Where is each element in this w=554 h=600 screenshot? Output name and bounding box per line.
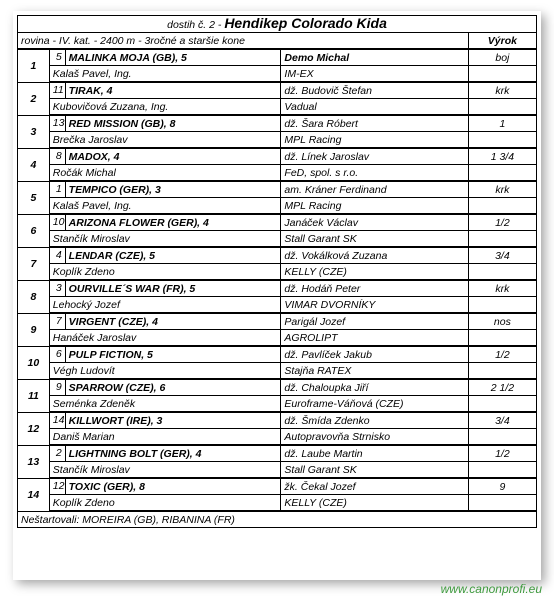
margin-blank-cell [468,363,536,380]
margin-value: nos [468,313,536,330]
jockey-name: dž. Laube Martin [281,445,468,462]
jockey-name: am. Kráner Ferdinand [281,181,468,198]
race-conditions: rovina - IV. kat. - 2400 m - 3ročné a staršie kone [18,33,469,50]
horse-name: SPARROW (CZE), 6 [65,379,281,396]
start-number: 12 [49,478,65,495]
margin-blank-cell [468,462,536,479]
margin-blank-cell [468,66,536,83]
trainer-name: Kubovičová Zuzana, Ing. [49,99,281,116]
margin-blank-cell [468,297,536,314]
result-row [18,115,537,132]
owner-name: MPL Racing [281,132,468,149]
race-name: Hendikep Colorado Kida [224,15,387,31]
result-subrow [18,462,537,479]
result-subrow [18,297,537,314]
margin-value: krk [468,181,536,198]
start-number: 6 [49,346,65,363]
place-number: 13 [18,445,50,478]
owner-name: KELLY (CZE) [281,495,468,512]
place-number: 6 [18,214,50,247]
race-title [18,16,537,33]
jockey-name: dž. Šara Róbert [281,115,468,132]
owner-name: Stall Garant SK [281,462,468,479]
result-subrow [18,99,537,116]
race-prefix: dostih č. 2 - [167,19,225,31]
start-number: 14 [49,412,65,429]
trainer-name: Kalaš Pavel, Ing. [49,198,281,215]
horse-name: TEMPICO (GER), 3 [65,181,281,198]
result-subrow [18,264,537,281]
result-subrow [18,429,537,446]
owner-name: Stall Garant SK [281,231,468,248]
trainer-name: Koplík Zdeno [49,495,281,512]
result-row [18,148,537,165]
jockey-name: žk. Čekal Jozef [281,478,468,495]
place-number: 5 [18,181,50,214]
result-row [18,445,537,462]
jockey-name: dž. Chaloupka Jiří [281,379,468,396]
margin-blank-cell [468,99,536,116]
margin-blank-cell [468,231,536,248]
margin-value: 1 [468,115,536,132]
owner-name: Vadual [281,99,468,116]
result-row [18,280,537,297]
result-subrow [18,132,537,149]
jockey-name: Janáček Václav [281,214,468,231]
margin-value: 9 [468,478,536,495]
trainer-name: Koplík Zdeno [49,264,281,281]
place-number: 1 [18,49,50,82]
jockey-name: Parigál Jozef [281,313,468,330]
trainer-name: Ročák Michal [49,165,281,182]
result-subrow [18,231,537,248]
owner-name: KELLY (CZE) [281,264,468,281]
margin-value: 1/2 [468,214,536,231]
jockey-name: dž. Hodáň Peter [281,280,468,297]
place-number: 8 [18,280,50,313]
place-number: 10 [18,346,50,379]
margin-value: krk [468,82,536,99]
margin-value: krk [468,280,536,297]
horse-name: MADOX, 4 [65,148,281,165]
trainer-name: Daniš Marian [49,429,281,446]
start-number: 2 [49,445,65,462]
horse-name: TOXIC (GER), 8 [65,478,281,495]
margin-blank-cell [468,264,536,281]
margin-value: 3/4 [468,412,536,429]
result-subrow [18,363,537,380]
owner-name: FeD, spol. s r.o. [281,165,468,182]
result-row [18,478,537,495]
margin-value: 1 3/4 [468,148,536,165]
start-number: 13 [49,115,65,132]
place-number: 12 [18,412,50,445]
margin-value: boj [468,49,536,66]
place-number: 11 [18,379,50,412]
horse-name: RED MISSION (GB), 8 [65,115,281,132]
margin-blank-cell [468,330,536,347]
jockey-name: Demo Michal [281,49,468,66]
place-number: 2 [18,82,50,115]
place-number: 9 [18,313,50,346]
owner-name: Stajňa RATEX [281,363,468,380]
margin-value: 1/2 [468,346,536,363]
horse-name: PULP FICTION, 5 [65,346,281,363]
place-number: 7 [18,247,50,280]
result-subrow [18,495,537,512]
start-number: 7 [49,313,65,330]
place-number: 3 [18,115,50,148]
start-number: 3 [49,280,65,297]
owner-name: VIMAR DVORNÍKY [281,297,468,314]
result-row [18,181,537,198]
horse-name: LENDAR (CZE), 5 [65,247,281,264]
start-number: 4 [49,247,65,264]
margin-blank-cell [468,429,536,446]
jockey-name: dž. Pavlíček Jakub [281,346,468,363]
start-number: 1 [49,181,65,198]
jockey-name: dž. Línek Jaroslav [281,148,468,165]
margin-blank-cell [468,165,536,182]
margin-value: 2 1/2 [468,379,536,396]
result-row [18,412,537,429]
trainer-name: Stančík Miroslav [49,462,281,479]
watermark: www.canonprofi.eu [440,582,542,596]
owner-name: Euroframe-Váňová (CZE) [281,396,468,413]
horse-name: TIRAK, 4 [65,82,281,99]
trainer-name: Hanáček Jaroslav [49,330,281,347]
result-row [18,346,537,363]
result-row [18,313,537,330]
result-row [18,214,537,231]
start-number: 11 [49,82,65,99]
horse-name: ARIZONA FLOWER (GER), 4 [65,214,281,231]
horse-name: MALINKA MOJA (GB), 5 [65,49,281,66]
start-number: 9 [49,379,65,396]
start-number: 5 [49,49,65,66]
place-number: 14 [18,478,50,511]
result-subrow [18,396,537,413]
margin-blank-cell [468,198,536,215]
result-subrow [18,198,537,215]
margin-value: 1/2 [468,445,536,462]
horse-name: KILLWORT (IRE), 3 [65,412,281,429]
result-subrow [18,330,537,347]
trainer-name: Végh Ludovít [49,363,281,380]
margin-value: 3/4 [468,247,536,264]
margin-blank-cell [468,132,536,149]
result-subrow [18,165,537,182]
result-row [18,49,537,66]
trainer-name: Seménka Zdeněk [49,396,281,413]
result-row [18,379,537,396]
horse-name: VIRGENT (CZE), 4 [65,313,281,330]
horse-name: OURVILLE´S WAR (FR), 5 [65,280,281,297]
jockey-name: dž. Šmída Zdenko [281,412,468,429]
trainer-name: Brečka Jaroslav [49,132,281,149]
start-number: 10 [49,214,65,231]
start-number: 8 [49,148,65,165]
jockey-name: dž. Budovič Štefan [281,82,468,99]
trainer-name: Stančík Miroslav [49,231,281,248]
result-row [18,82,537,99]
owner-name: IM-EX [281,66,468,83]
place-number: 4 [18,148,50,181]
margin-blank-cell [468,396,536,413]
non-starters-note: Neštartovali: MOREIRA (GB), RIBANINA (FR) [18,511,537,528]
horse-name: LIGHTNING BOLT (GER), 4 [65,445,281,462]
owner-name: AGROLIPT [281,330,468,347]
trainer-name: Kalaš Pavel, Ing. [49,66,281,83]
result-row [18,247,537,264]
owner-name: Autopravovňa Strnisko [281,429,468,446]
trainer-name: Lehocký Jozef [49,297,281,314]
margin-column-header: Výrok [468,33,536,50]
margin-blank-cell [468,495,536,512]
owner-name: MPL Racing [281,198,468,215]
jockey-name: dž. Vokálková Zuzana [281,247,468,264]
result-subrow [18,66,537,83]
results-table [17,15,537,528]
